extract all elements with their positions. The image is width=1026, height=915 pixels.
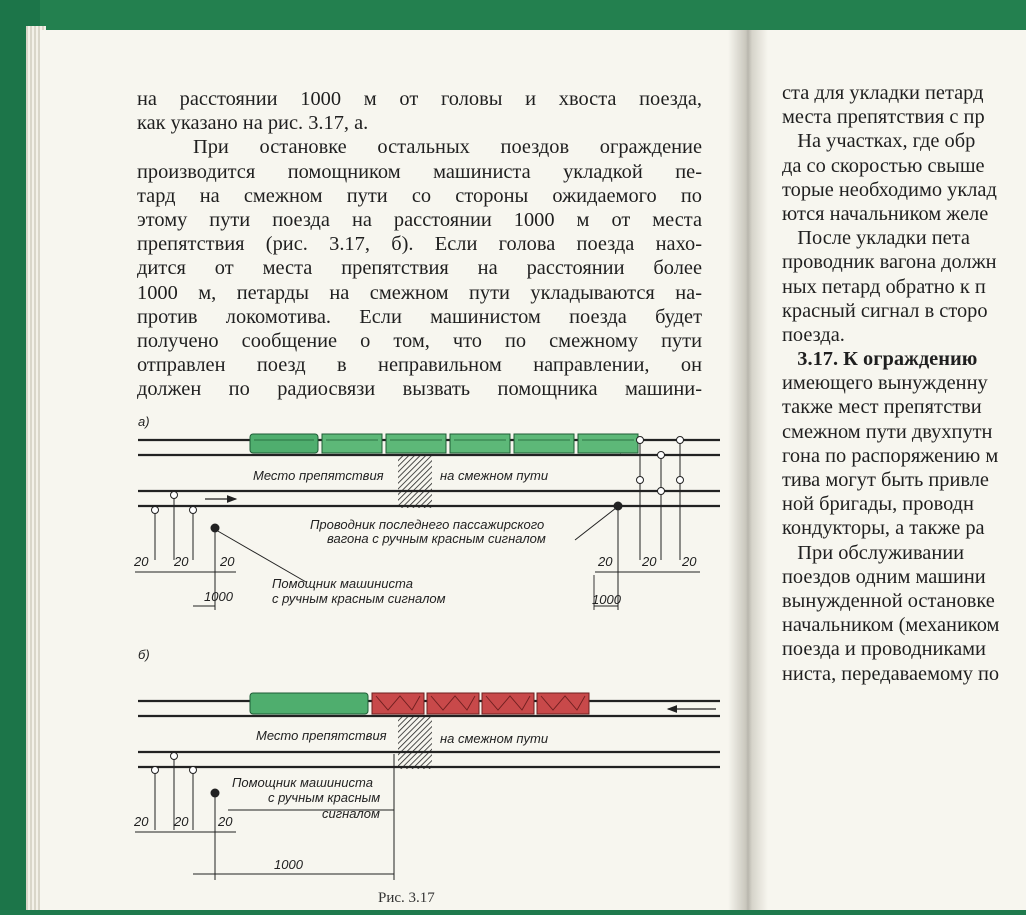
dimension-1000: 1000 — [592, 592, 621, 607]
assistant-label-b-1: Помощник машиниста — [232, 775, 373, 790]
right-page-text — [782, 81, 999, 686]
dimension-1000: 1000 — [274, 857, 303, 872]
book-gutter — [728, 30, 768, 910]
assistant-marker-b — [211, 789, 220, 798]
text-line: также мест препятстви — [782, 396, 982, 419]
text-line: поездов одним машини — [782, 565, 986, 588]
text-line: тива могут быть привле — [782, 469, 989, 491]
text-line: кондукторы, а также ра — [782, 517, 985, 540]
book-cover-top — [0, 0, 1026, 34]
track-diagram — [120, 410, 730, 910]
diagram-b-label: б) — [138, 647, 150, 662]
text-line: 1000 м, петарды на смежном пути укладываются на- — [137, 281, 702, 304]
left-page-text — [137, 87, 702, 401]
diagram-a-label: а) — [138, 414, 150, 429]
passenger-car — [386, 434, 446, 453]
text-line: препятствия (рис. 3.17, б). Если голова поезда нахо- — [137, 233, 702, 256]
text-line: проводник вагона должн — [782, 251, 997, 274]
passenger-car — [450, 434, 510, 453]
assistant-label-a-2: с ручным красным сигналом — [272, 591, 446, 606]
text-line: имеющего вынужденну — [782, 372, 988, 395]
text-line: начальником (механиком — [782, 614, 1000, 637]
passenger-car — [578, 434, 638, 453]
passenger-car — [322, 434, 382, 453]
text-line: торые необходимо уклад — [782, 178, 997, 201]
obstacle-marker-a — [398, 456, 432, 508]
dimension-20: 20 — [220, 554, 235, 569]
adjacent-label-b: на смежном пути — [440, 731, 549, 746]
freight-train-b — [250, 693, 589, 714]
dimension-20: 20 — [682, 554, 697, 569]
text-line: красный сигнал в сторо — [782, 299, 988, 322]
text-line: При обслуживании — [782, 541, 965, 564]
text-line: этому пути поезда на расстоянии 1000 м от места — [137, 208, 702, 231]
text-line: дится от места препятствия на расстоянии более — [137, 257, 702, 280]
text-line: При остановке остальных поездов ограждение — [193, 136, 702, 159]
text-line: вынужденной остановке — [782, 589, 995, 612]
assistant-label-b-2: с ручным красным — [268, 790, 381, 805]
figure-caption: Рис. 3.17 — [378, 890, 435, 906]
text-line: ных петард обратно к п — [782, 275, 986, 298]
text-line: гона по распоряжению м — [782, 444, 999, 467]
assistant-label-a-1: Помощник машиниста — [272, 576, 413, 591]
figure-3-17 — [120, 410, 730, 910]
text-line: 3.17. К ограждению — [782, 348, 978, 371]
conductor-label-a-2: вагона с ручным красным сигналом — [327, 531, 546, 546]
text-line: На участках, где обр — [782, 130, 976, 153]
passenger-train-a — [250, 434, 638, 453]
text-line: ниста, передаваемому по — [782, 662, 1000, 685]
dimension-20: 20 — [134, 814, 149, 829]
dimension-20: 20 — [218, 814, 233, 829]
text-line: должен по радиосвязи вызвать помощника машини- — [137, 378, 702, 401]
signal-posts-a-right — [618, 437, 684, 611]
adjacent-label-a: на смежном пути — [440, 468, 549, 483]
dimension-lines-b — [135, 832, 394, 874]
text-line: получено сообщение о том, что по смежному пути — [137, 329, 702, 352]
obstacle-marker-b — [398, 717, 432, 769]
text-line: места препятствия с пр — [782, 106, 985, 129]
text-line: ются начальником желе — [782, 202, 989, 225]
dimension-20: 20 — [642, 554, 657, 569]
locomotive — [250, 693, 368, 714]
text-line: да со скоростью свыше — [782, 154, 985, 177]
text-line: смежном пути двухпутн — [782, 420, 993, 443]
conductor-label-a-1: Проводник последнего пассажирского — [310, 517, 545, 532]
text-line: тард на смежном пути со стороны ожидаемого по — [137, 184, 702, 207]
dimension-20: 20 — [134, 554, 149, 569]
text-line: против локомотива. Если машинистом поезда будет — [137, 305, 702, 328]
text-line: отправлен поезд в неправильном направлении, он — [137, 354, 702, 377]
assistant-label-b-3: сигналом — [322, 806, 380, 821]
text-line: на расстоянии 1000 м от головы и хвоста поезда, — [137, 88, 702, 110]
dimension-20: 20 — [174, 554, 189, 569]
text-line: поезда и проводниками — [782, 638, 986, 661]
text-line: После укладки пета — [782, 227, 970, 250]
conductor-leader-a — [575, 508, 616, 540]
text-line: ной бригады, проводн — [782, 493, 974, 516]
text-line: как указано на рис. 3.17, а. — [137, 112, 369, 135]
dimension-20: 20 — [598, 554, 613, 569]
obstacle-label-b: Место препятствия — [256, 728, 387, 743]
text-line: ста для укладки петард — [782, 82, 984, 104]
text-line: производится помощником машиниста укладкой пе- — [137, 160, 702, 183]
obstacle-label-a: Место препятствия — [253, 468, 384, 483]
dimension-20: 20 — [174, 814, 189, 829]
passenger-car — [514, 434, 574, 453]
text-line: поезда. — [782, 323, 845, 346]
locomotive — [250, 434, 318, 453]
dimension-1000: 1000 — [204, 589, 233, 604]
